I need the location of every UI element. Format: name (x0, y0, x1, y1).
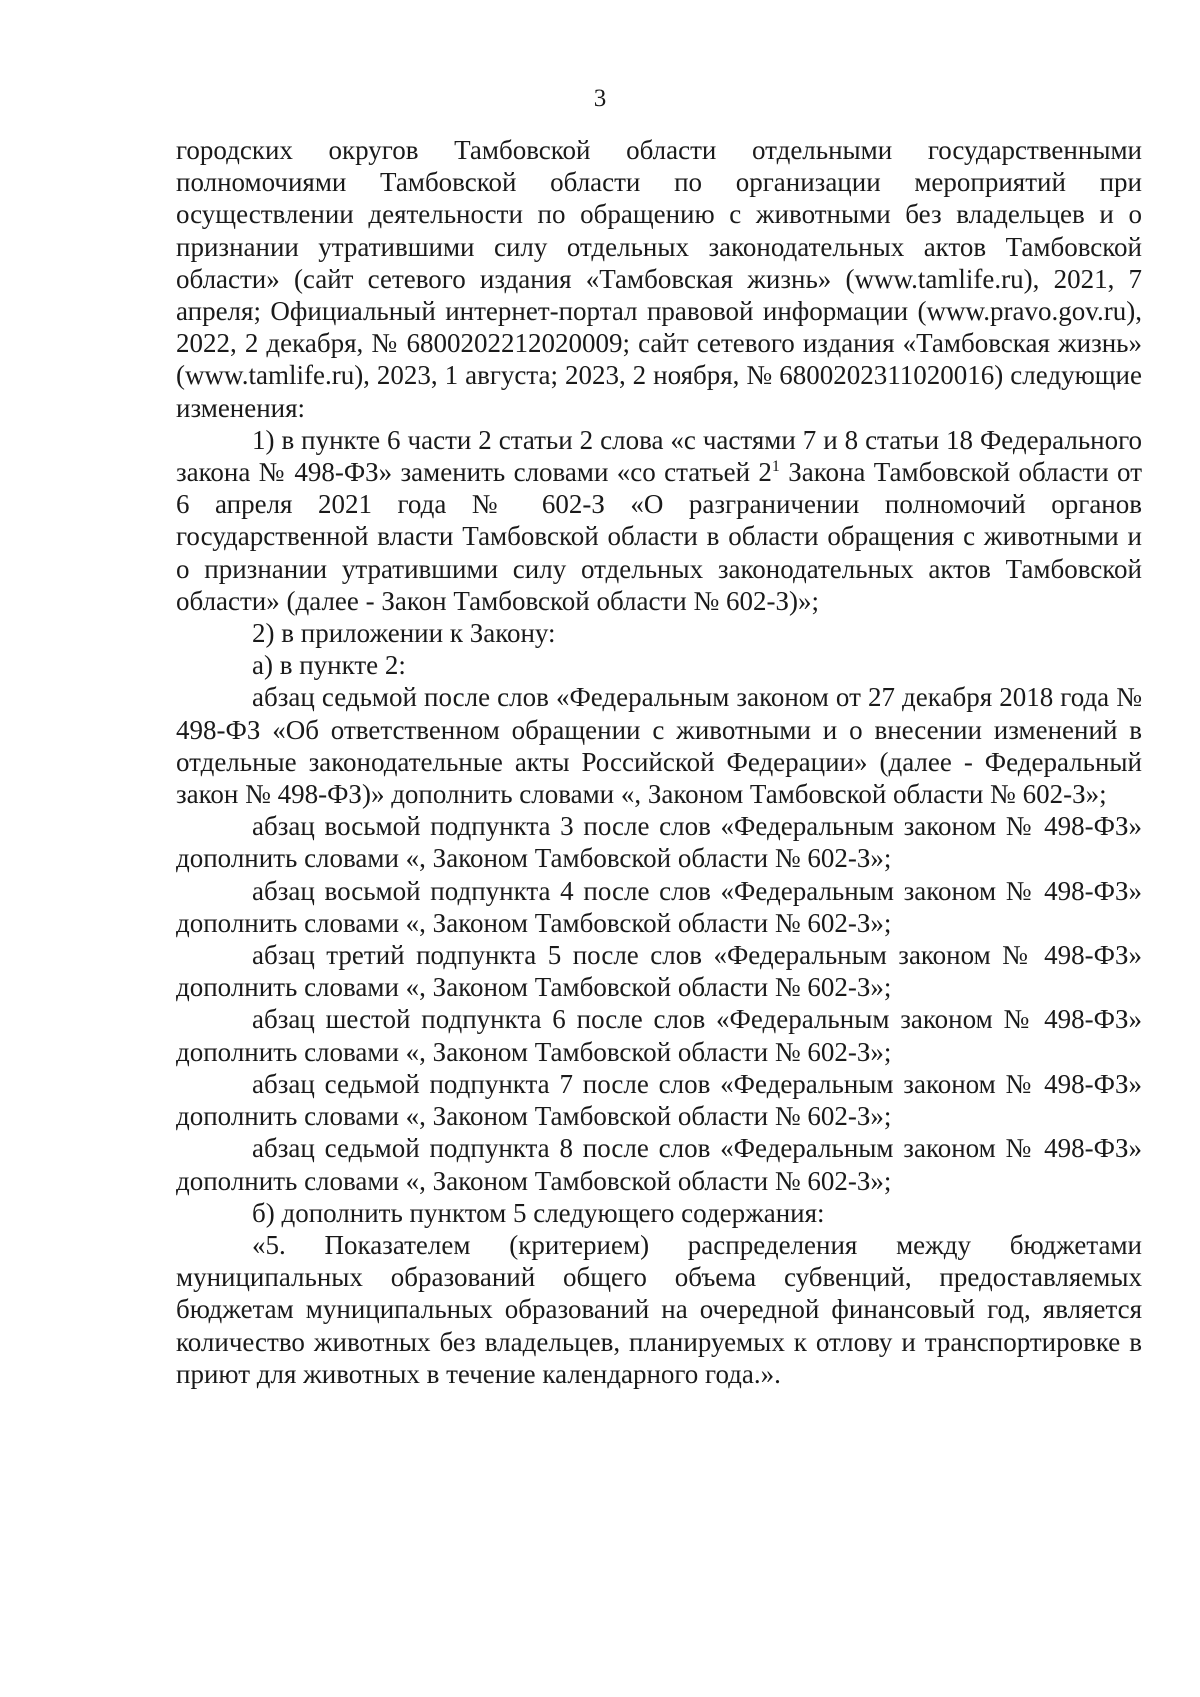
paragraph-new-point-5: «5. Показателем (критерием) распределения между бюджетами муниципальных образований общего объема субвенций, предоставляемых бюджетам муниципальных образований на очередной финансовый год, является количество животных без владельцев, планируемых к отлову и транспортировке в приют для животных в течение календарного года.». (176, 1229, 1142, 1389)
paragraph-item-1-text-end: Закона Тамбовской области от 6 апреля 2021 года № 602-З «О разграничении полномочий органов государственной власти Тамбовской области в области обращения с животными и о признании утратившими силу отдельных законодательных актов Тамбовской области» (далее - Закон Тамбовской области № 602-З)»; (176, 457, 1142, 616)
paragraph-amendment-6: абзац седьмой подпункта 7 после слов «Федеральным законом № 498-ФЗ» дополнить словами «, Законом Тамбовской области № 602-З»; (176, 1068, 1142, 1132)
paragraph-item-1 (176, 424, 1142, 617)
paragraph-amendment-1: абзац седьмой после слов «Федеральным законом от 27 декабря 2018 года № 498-ФЗ «Об ответственном обращении с животными и о внесении изменений в отдельные законодательные акты Российской Федерации» (далее - Федеральный закон № 498-ФЗ)» дополнить словами «, Законом Тамбовской области № 602-З»; (176, 682, 1142, 810)
paragraph-amendment-5: абзац шестой подпункта 6 после слов «Федеральным законом № 498-ФЗ» дополнить словами «, Законом Тамбовской области № 602-З»; (176, 1004, 1142, 1067)
paragraph-amendment-3: абзац восьмой подпункта 4 после слов «Федеральным законом № 498-ФЗ» дополнить словами «, Законом Тамбовской области № 602-З»; (176, 875, 1142, 938)
paragraph-subitem-a: а) в пункте 2: (252, 650, 406, 681)
paragraph-amendment-4: абзац третий подпункта 5 после слов «Федеральным законом № 498-ФЗ» дополнить словами «, Законом Тамбовской области № 602-З»; (176, 940, 1142, 1003)
page-number: 3 (593, 85, 607, 112)
paragraph-amendment-2: абзац восьмой подпункта 3 после слов «Федеральным законом № 498-ФЗ» дополнить словами «, Законом Тамбовской области № 602-З»; (176, 811, 1142, 874)
superscript-mark: 1 (771, 458, 780, 476)
paragraph-amendment-7: абзац седьмой подпункта 8 после слов «Федеральным законом № 498-ФЗ» дополнить словами «, Законом Тамбовской области № 602-З»; (176, 1133, 1142, 1196)
paragraph-item-2: 2) в приложении к Закону: (252, 618, 556, 649)
paragraph-continuation: городских округов Тамбовской области отдельными государственными полномочиями Тамбовской области по организации мероприятий при осуществлении деятельности по обращению с животными без владельцев и о признании утратившими силу отдельных законодательных актов Тамбовской области» (сайт сетевого издания «Тамбовская жизнь» (www.tamlife.ru), 2021, 7 апреля; Официальный интернет-портал правовой информации (www.pravo.gov.ru), 2022, 2 декабря, № 6800202212020009; сайт сетевого издания «Тамбовская жизнь» (www.tamlife.ru), 2023, 1 августа; 2023, 2 ноября, № 6800202311020016) следующие изменения: (176, 135, 1142, 423)
paragraph-item-1-text-start: 1) в пункте 6 части 2 статьи 2 слова «с частями 7 и 8 статьи 18 Федерального закона № 498-ФЗ» заменить словами «со статьей 2 (176, 424, 1142, 488)
paragraph-subitem-b: б) дополнить пунктом 5 следующего содержания: (252, 1197, 825, 1228)
document-body (176, 134, 1142, 1390)
